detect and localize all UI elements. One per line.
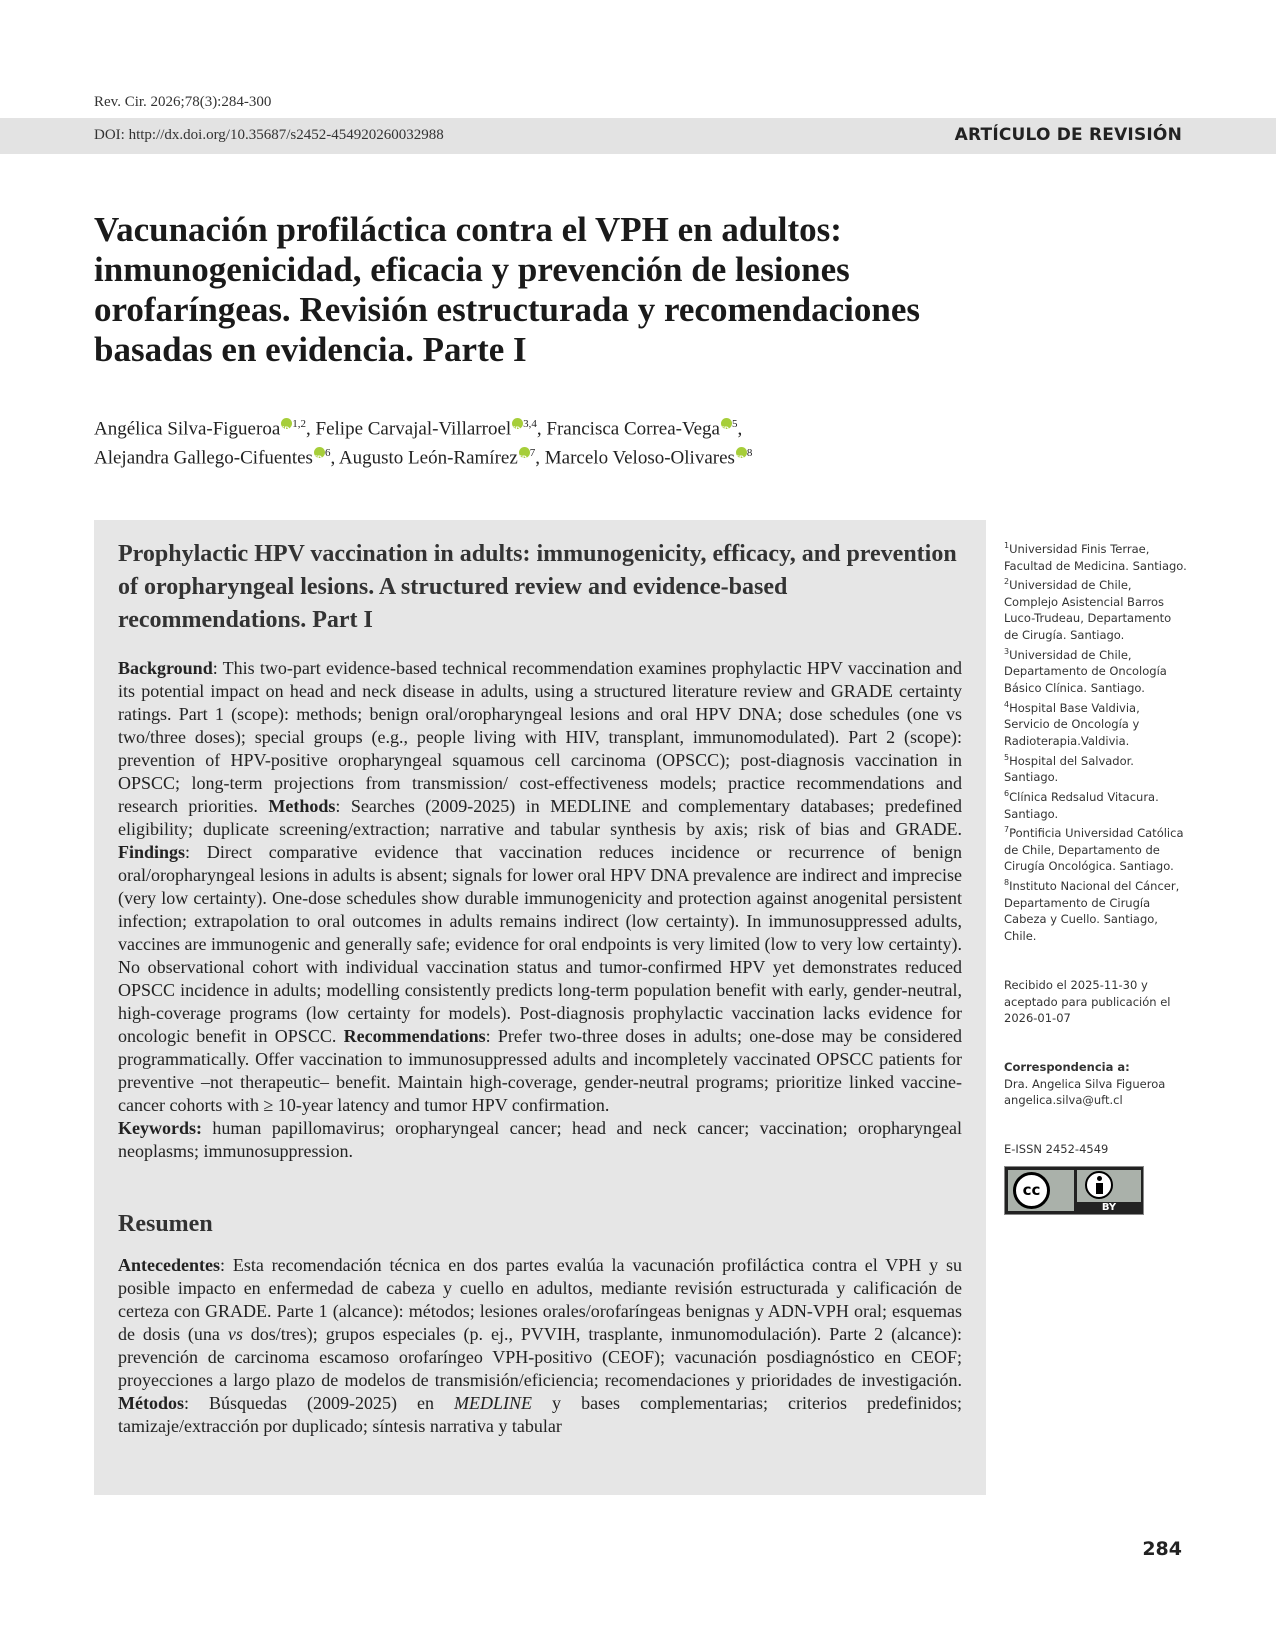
affiliation-item bbox=[1004, 574, 1189, 644]
antecedentes-label: Antecedentes bbox=[118, 1255, 220, 1275]
keywords bbox=[118, 1117, 962, 1163]
correspondence-name: Dra. Angelica Silva Figueroa bbox=[1004, 1076, 1166, 1091]
cc-by-license-icon[interactable] bbox=[1004, 1166, 1144, 1215]
affiliation-text: Universidad Finis Terrae, Facultad de Medicina. Santiago. bbox=[1004, 541, 1187, 573]
author-name: Felipe Carvajal-Villarroel bbox=[315, 418, 512, 440]
author-affiliation: 5 bbox=[731, 418, 738, 430]
recommendations-text: : Prefer two-three doses in adults; one-dose may be considered programmatically. Offer vaccination to immunosuppressed adults and incompletely vaccinated OPSCC patients for preventive –not therapeutic– benefit. Maintain high-coverage, gender-neutral programs; prioritize linked vaccine-cancer cohorts with ≥ 10-year latency and tumor HPV confirmation. bbox=[118, 1026, 962, 1115]
person-icon bbox=[1085, 1171, 1113, 1199]
by-label: BY bbox=[1101, 1201, 1117, 1213]
affiliation-text: Clínica Redsalud Vitacura. Santiago. bbox=[1004, 789, 1159, 821]
abstract-box bbox=[94, 520, 986, 1495]
findings-text: : Direct comparative evidence that vaccination reduces incidence or recurrence of benign oral/oropharyngeal lesions in adults is absent; signals for lower oral HPV DNA prevalence are indirect and imprecise (very low certainty). One-dose schedules show durable immunogenicity and protection against anogenital persistent infection; extrapolation to oral outcomes in adults remains indirect (low certainty). In immunosuppressed adults, vaccines are immunogenic and generally safe; evidence for oral endpoints is very limited (low to very low certainty). No observational cohort with individual vaccination status and tumor-confirmed HPV yet demonstrates reduced OPSCC incidence in adults; modelling consistently predicts long-term population benefit with early, gender-neutral, high-coverage programs (low certainty for models). Post-diagnosis prophylactic vaccination lacks evidence for oncologic benefit in OPSCC. bbox=[118, 842, 962, 1046]
issn: E-ISSN 2452-4549 bbox=[1004, 1142, 1109, 1157]
abstract-english bbox=[118, 657, 962, 1117]
affiliation-number: 4 bbox=[1004, 699, 1010, 709]
affiliation-number: 7 bbox=[1004, 825, 1010, 835]
author-affiliation: 6 bbox=[324, 447, 331, 460]
author-list: Angélica Silva-FigueroaiD $^{1,2}$, Felipe Carvajal-VillarroeliD $^{3,4}$, Francisca Correa-VegaiD $^5$, Alejandra Gallego-CifuentesiD $^6$, Augusto León-RamíreziD $^7$, Marcelo Veloso-OlivaresiD $^8$ bbox=[94, 412, 994, 471]
author-name: Alejandra Gallego-Cifuentes bbox=[94, 447, 313, 469]
correspondence-label: Correspondencia a: bbox=[1004, 1059, 1130, 1074]
methods-label: Methods bbox=[268, 796, 336, 816]
affiliation-number: 5 bbox=[1004, 752, 1010, 762]
antecedentes-text: : Esta recomendación técnica en dos partes evalúa la vacunación profiláctica contra el VPH y su posible impacto en enfermedad de cabeza y cuello en adultos, mediante revisión estructurada y calificación de certeza con GRADE. Parte 1 (alcance): métodos; lesiones orales/orofaríngeas benignas y ADN-VPH oral; esquemas de dosis (una bbox=[118, 1255, 962, 1344]
author-name: Angélica Silva-Figueroa bbox=[94, 418, 281, 440]
article-type-label: ARTÍCULO DE REVISIÓN bbox=[954, 125, 1182, 145]
author-affiliation: 7 bbox=[529, 447, 536, 460]
author-name: Marcelo Veloso-Olivares bbox=[544, 447, 735, 469]
article-title-english: Prophylactic HPV vaccination in adults: immunogenicity, efficacy, and prevention of oropharyngeal lesions. A structured review and evidence-based recommendations. Part I bbox=[118, 541, 957, 633]
antecedentes-text-cont: dos/tres); grupos especiales (p. ej., PVVIH, trasplante, inmunomodulación). Parte 2 (alcance): prevención de carcinoma escamoso orofaríngeo VPH-positivo (CEOF); vacunación posdiagnóstico en CEOF; proyecciones a largo plazo de modelos de transmisión/eficiencia; recomendaciones y prioridades de investigación. bbox=[118, 1324, 963, 1390]
affiliation-number: 3 bbox=[1004, 646, 1010, 656]
orcid-icon[interactable] bbox=[281, 418, 292, 429]
received-date: Recibido el 2025-11-30 y aceptado para publicación el 2026-01-07 bbox=[1004, 977, 1171, 1026]
medline-italic: MEDLINE bbox=[454, 1393, 533, 1413]
affiliation-number: 2 bbox=[1004, 577, 1010, 587]
metodos-text-cont: y bases complementarias; criterios predefinidos; tamizaje/extracción por duplicado; síntesis narrativa y tabular bbox=[118, 1393, 962, 1436]
recommendations-label: Recommendations bbox=[343, 1026, 486, 1046]
doi-band bbox=[0, 118, 1276, 154]
cc-icon: cc bbox=[1013, 1172, 1050, 1209]
affiliation-item bbox=[1004, 697, 1189, 750]
doi-link[interactable]: DOI: http://dx.doi.org/10.35687/s2452-454920260032988 bbox=[94, 127, 444, 143]
methods-text: : Searches (2009-2025) in MEDLINE and complementary databases; predefined eligibility; duplicate screening/extraction; narrative and tabular synthesis by axis; risk of bias and GRADE. bbox=[118, 796, 962, 839]
correspondence-email[interactable]: angelica.silva@uft.cl bbox=[1004, 1093, 1123, 1108]
affiliation-text: Instituto Nacional del Cáncer, Departamento de Cirugía Cabeza y Cuello. Santiago, Chile. bbox=[1004, 878, 1180, 944]
keywords-text: human papillomavirus; oropharyngeal cancer; head and neck cancer; vaccination; oropharyngeal neoplasms; immunosuppression. bbox=[118, 1118, 962, 1161]
author-name: Augusto León-Ramírez bbox=[338, 447, 518, 469]
affiliation-item bbox=[1004, 786, 1189, 822]
resumen-heading: Resumen bbox=[118, 1211, 213, 1237]
affiliation-item bbox=[1004, 750, 1189, 786]
sidebar bbox=[1004, 538, 1189, 1215]
orcid-icon[interactable] bbox=[736, 447, 747, 458]
author-affiliation: 3,4 bbox=[523, 418, 537, 430]
background-text: : This two-part evidence-based technical recommendation examines prophylactic HPV vaccination and its potential impact on head and neck disease in adults, using a structured literature review and GRADE certainty ratings. Part 1 (scope): methods; benign oral/oropharyngeal lesions and oral HPV DNA; dose schedules (one vs two/three doses); special groups (e.g., people living with HIV, transplant, immunomodulated). Part 2 (scope): prevention of HPV-positive oropharyngeal squamous cell carcinoma (OPSCC); post-diagnosis vaccination in OPSCC; long-term projections from transmission/ cost-effectiveness models; practice recommendations and research priorities. bbox=[118, 658, 962, 816]
metodos-label: Métodos bbox=[118, 1393, 184, 1413]
findings-label: Findings bbox=[118, 842, 186, 862]
affiliation-item bbox=[1004, 538, 1189, 574]
background-label: Background bbox=[118, 658, 213, 678]
affiliation-text: Universidad de Chile, Complejo Asistencial Barros Luco-Trudeau, Departamento de Cirugía. Santiago. bbox=[1004, 578, 1172, 643]
orcid-icon[interactable] bbox=[512, 418, 523, 429]
page-number: 284 bbox=[1142, 1538, 1182, 1560]
orcid-icon[interactable] bbox=[721, 418, 732, 429]
abstract-spanish bbox=[118, 1254, 962, 1438]
vs-italic: vs bbox=[227, 1324, 243, 1344]
affiliation-item bbox=[1004, 875, 1189, 945]
affiliation-text: Universidad de Chile, Departamento de Oncología Básico Clínica. Santiago. bbox=[1004, 647, 1167, 696]
author-name: Francisca Correa-Vega bbox=[546, 418, 720, 440]
affiliation-text: Hospital del Salvador. Santiago. bbox=[1004, 753, 1134, 785]
affiliation-number: 6 bbox=[1004, 788, 1010, 798]
author-affiliation: 8 bbox=[746, 447, 753, 460]
affiliation-item bbox=[1004, 644, 1189, 697]
orcid-icon[interactable] bbox=[519, 447, 530, 458]
affiliation-text: Pontificia Universidad Católica de Chile, Departamento de Cirugía Oncológica. Santiago. bbox=[1004, 826, 1184, 874]
affiliation-text: Hospital Base Valdivia, Servicio de Oncología y Radioterapia.Valdivia. bbox=[1004, 700, 1140, 749]
journal-reference: Rev. Cir. 2026;78(3):284-300 bbox=[94, 94, 272, 110]
affiliation-item bbox=[1004, 822, 1189, 875]
author-affiliation: 1,2 bbox=[292, 418, 307, 430]
affiliation-number: 8 bbox=[1004, 878, 1010, 888]
metodos-text: : Búsquedas (2009-2025) en bbox=[184, 1393, 455, 1413]
affiliation-number: 1 bbox=[1004, 541, 1010, 550]
keywords-label: Keywords: bbox=[118, 1118, 202, 1138]
affiliations-list bbox=[1004, 538, 1189, 945]
article-title-spanish: Vacunación profiláctica contra el VPH en adultos: inmunogenicidad, eficacia y prevención de lesiones orofaríngeas. Revisión estructurada y recomendaciones basadas en evidencia. Parte I bbox=[94, 210, 920, 369]
orcid-icon[interactable] bbox=[314, 447, 325, 458]
